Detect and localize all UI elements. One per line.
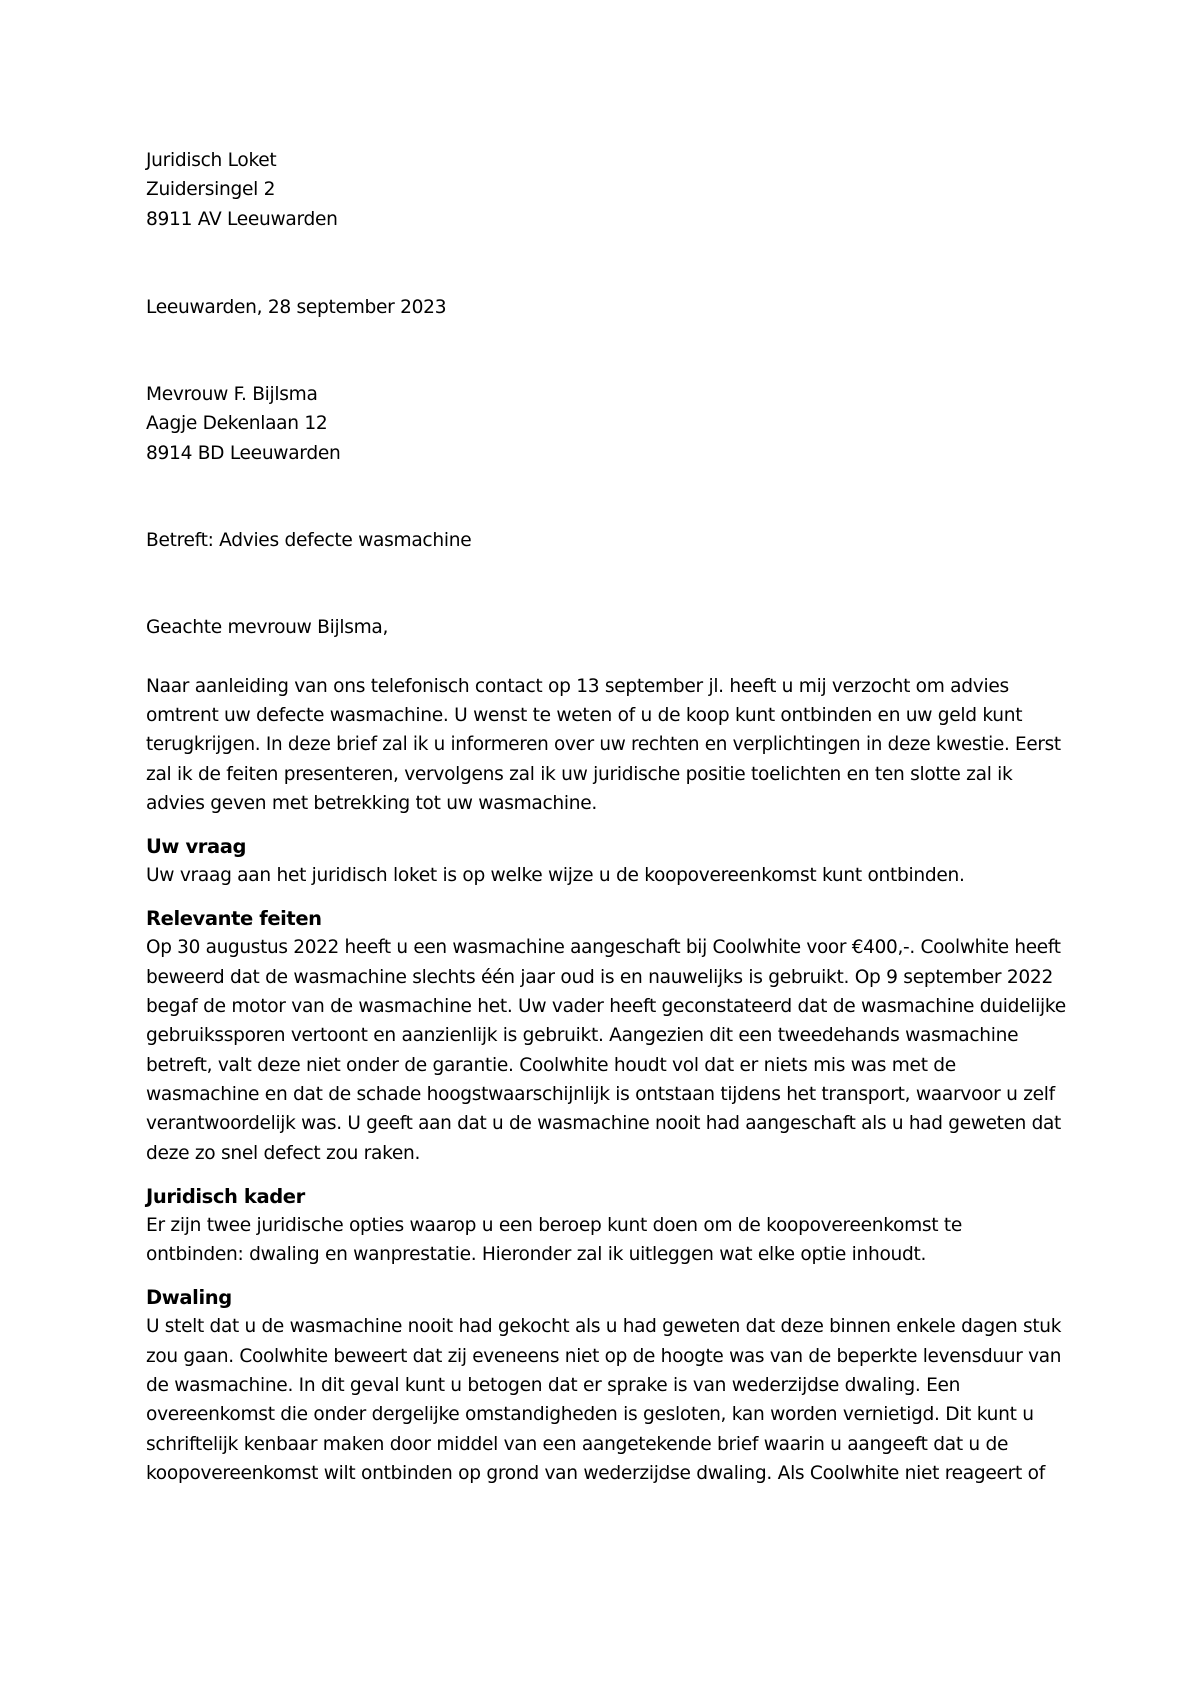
section-heading-uw-vraag: Uw vraag [146,835,247,859]
sender-address [146,146,1066,234]
paragraph-line: Naar aanleiding van ons telefonisch contact op 13 september jl. heeft u mij verzocht om advies [146,675,1009,697]
paragraph-line: ontbinden: dwaling en wanprestatie. Hieronder zal ik uitleggen wat elke optie inhoudt. [146,1244,927,1266]
paragraph-line: begaf de motor van de wasmachine het. Uw vader heeft geconstateerd dat de wasmachine duidelijke [146,996,1066,1018]
sender-name: Juridisch Loket [146,150,277,171]
paragraph-line: Op 30 augustus 2022 heeft u een wasmachine aangeschaft bij Coolwhite voor €400,-. Coolwhite heeft [146,937,1061,959]
salutation: Geachte mevrouw Bijlsma, [146,617,389,639]
sender-street: Zuidersingel 2 [146,179,276,201]
letter-page [146,146,1066,1488]
paragraph-line: U stelt dat u de wasmachine nooit had gekocht als u had geweten dat deze binnen enkele dagen stuk [146,1316,1062,1338]
intro-paragraph [146,672,1066,818]
paragraph-line: schriftelijk kenbaar maken door middel van een aangetekende brief waarin u aangeeft dat u de [146,1433,1009,1455]
section-paragraph-juridisch-kader [146,1211,1066,1270]
recipient-address [146,380,1066,468]
paragraph-line: zal ik de feiten presenteren, vervolgens zal ik uw juridische positie toelichten en ten slotte zal ik [146,763,1013,785]
section-heading-dwaling: Dwaling [146,1286,232,1310]
paragraph-line: advies geven met betrekking tot uw wasmachine. [146,792,598,814]
paragraph-line: betreft, valt deze niet onder de garantie. Coolwhite houdt vol dat er niets mis was met de [146,1054,956,1076]
paragraph-line: terugkrijgen. In deze brief zal ik u informeren over uw rechten en verplichtingen in deze kwestie. Eerst [146,734,1061,756]
paragraph-line: de wasmachine. In dit geval kunt u betogen dat er sprake is van wederzijdse dwaling. Een [146,1375,961,1397]
paragraph-line: verantwoordelijk was. U geeft aan dat u de wasmachine nooit had aangeschaft als u had geweten dat [146,1113,1061,1135]
recipient-name: Mevrouw F. Bijlsma [146,384,318,406]
paragraph-line: omtrent uw defecte wasmachine. U wenst te weten of u de koop kunt ontbinden en uw geld kunt [146,704,1023,726]
paragraph-line: overeenkomst die onder dergelijke omstandigheden is gesloten, kan worden vernietigd. Dit kunt u [146,1404,1034,1426]
paragraph-line: zou gaan. Coolwhite beweert dat zij eveneens niet op de hoogte was van de beperkte levensduur van [146,1345,1062,1367]
section-paragraph-dwaling [146,1312,1066,1488]
paragraph-line: gebruikssporen vertoont en aanzienlijk is gebruikt. Aangezien dit een tweedehands wasmachine [146,1025,1019,1047]
letter-date: Leeuwarden, 28 september 2023 [146,296,447,318]
paragraph-line: beweerd dat de wasmachine slechts één jaar oud is en nauwelijks is gebruikt. Op 9 september 2022 [146,966,1053,988]
paragraph-line: wasmachine en dat de schade hoogstwaarschijnlijk is ontstaan tijdens het transport, waarvoor u zelf [146,1083,1055,1105]
subject-line: Betreft: Advies defecte wasmachine [146,530,472,552]
sender-city: 8911 AV Leeuwarden [146,208,338,230]
paragraph-line: Uw vraag aan het juridisch loket is op welke wijze u de koopovereenkomst kunt ontbinden. [146,865,965,887]
section-paragraph-relevante-feiten [146,933,1066,1167]
paragraph-line: koopovereenkomst wilt ontbinden op grond van wederzijdse dwaling. Als Coolwhite niet reageert of [146,1462,1045,1484]
recipient-street: Aagje Dekenlaan 12 [146,413,328,435]
paragraph-line: Er zijn twee juridische opties waarop u een beroep kunt doen om de koopovereenkomst te [146,1214,963,1236]
paragraph-line: deze zo snel defect zou raken. [146,1142,421,1164]
section-heading-relevante-feiten: Relevante feiten [146,907,322,931]
section-paragraph-uw-vraag [146,861,1066,890]
section-heading-juridisch-kader: Juridisch kader [146,1184,305,1208]
recipient-city: 8914 BD Leeuwarden [146,442,341,464]
